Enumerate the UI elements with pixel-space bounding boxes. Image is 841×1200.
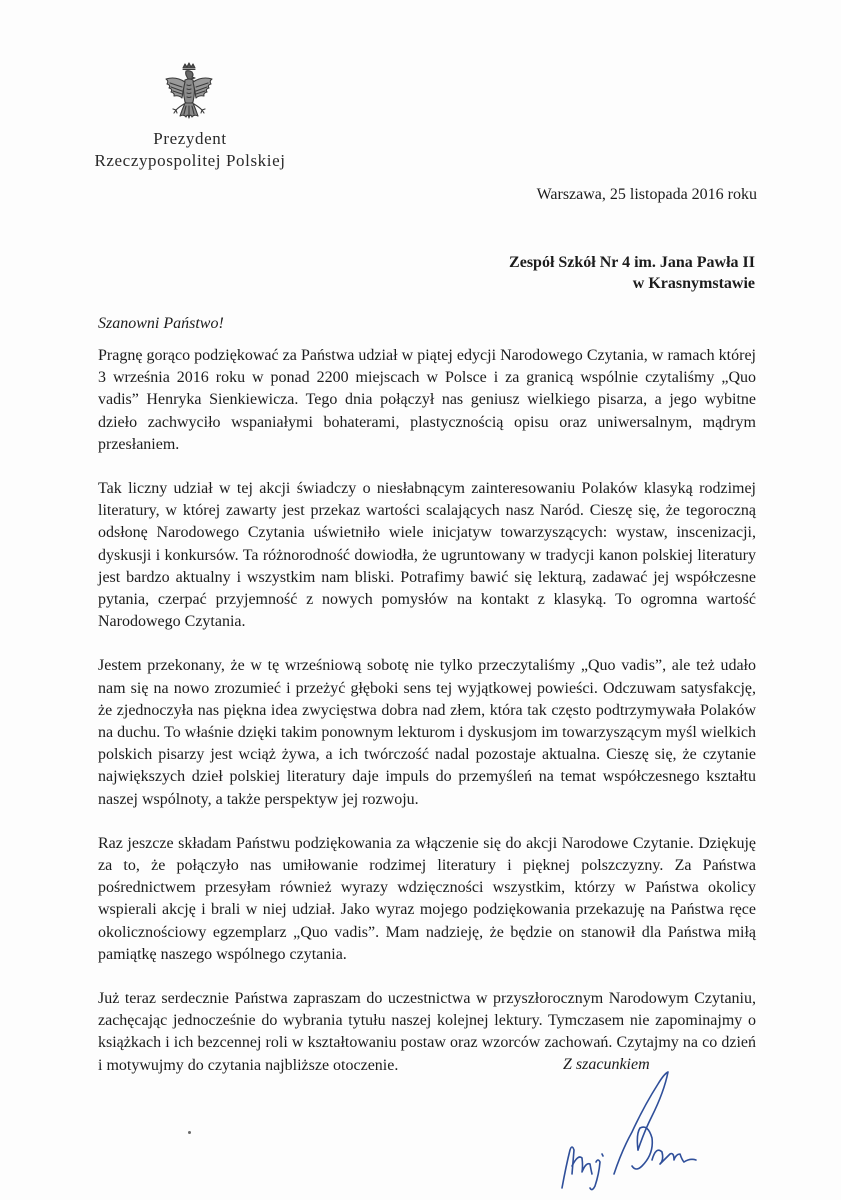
body-paragraph: Pragnę gorąco podziękować za Państwa udział w piątej edycji Narodowego Czytania, w ramach której 3 września 2016 roku w ponad 2200 miejscach w Polsce i za granicą wspólnie czytaliśmy „Quo vadis” Henryka Sienkiewicza. Tego dnia połączył nas geniusz wielkiego pisarza, a jego wybitne dzieło zachwyciło wspaniałymi bohaterami, plastycznością opisu oraz uniwersalnym, mądrym przesłaniem. <box>98 347 756 453</box>
sender-office-line2: Rzeczypospolitej Polskiej <box>94 151 286 170</box>
handwritten-signature-icon <box>552 1062 722 1196</box>
sender-office-line1: Prezydent <box>153 129 227 148</box>
recipient-name: Zespół Szkół Nr 4 im. Jana Pawła II <box>509 254 755 271</box>
body-paragraph: Tak liczny udział w tej akcji świadczy o niesłabnącym zainteresowaniu Polaków klasyką rodzimej literatury, w której zawarty jest przekaz wartości scalających nasz Naród. Cieszę się, że tegoroczną odsłonę Narodowego Czytania uświetniło wiele inicjatyw towarzyszących: wystaw, inscenizacji, dyskusji i konkursów. Ta różnorodność dowiodła, że ugruntowany w tradycji kanon polskiej literatury jest bardzo aktualny i wszystkim nam bliski. Potrafimy bawić się lekturą, zadawać jej współczesne pytania, czerpać przyjemność z nowych pomysłów na kontakt z klasyką. To ogromna wartość Narodowego Czytania. <box>98 480 756 631</box>
salutation: Szanowni Państwo! <box>98 315 224 332</box>
body-paragraph: Jestem przekonany, że w tę wrześniową sobotę nie tylko przeczytaliśmy „Quo vadis”, ale też udało nam się na nowo zrozumieć i przeżyć głęboki sens tej wyjątkowej powieści. Odczuwam satysfakcję, że zjednoczyła nas piękna idea zwycięstwa dobra nad złem, która tak często podtrzymywała Polaków na duchu. To właśnie dzięki takim ponownym lekturom i dyskusjom im towarzyszącym myśl wielkich polskich pisarzy jest wciąż żywa, a ich twórczość nadal pozostaje aktualna. Cieszę się, że czytanie największych dzieł polskiej literatury daje impuls do przemyśleń na temat współczesnego kształtu naszej wspólnoty, a także perspektyw jej rozwoju. <box>98 657 756 808</box>
recipient-address <box>509 252 755 294</box>
body-paragraph: Raz jeszcze składam Państwu podziękowania za włączenie się do akcji Narodowe Czytanie. Dziękuję za to, że połączyło nas umiłowanie rodzimej literatury i pięknej polszczyzny. Za Państwa pośrednictwem przesyłam również wyrazy wdzięczności wszystkim, którzy w Państwa okolicy wspierali akcję i brali w niej udział. Jako wyraz mojego podziękowania przekazuję na Państwa ręce okolicznościowy egzemplarz „Quo vadis”. Mam nadzieję, że będzie on stanowił dla Państwa miłą pamiątkę naszego wspólnego czytania. <box>98 834 756 963</box>
recipient-location: w Krasnymstawie <box>632 275 755 292</box>
closing-phrase: Z szacunkiem <box>563 1056 650 1073</box>
letter-body <box>98 345 756 1099</box>
polish-eagle-emblem-icon <box>160 62 218 130</box>
sender-title <box>70 128 310 172</box>
paper-speck <box>188 1131 191 1134</box>
body-paragraph: Już teraz serdecznie Państwa zapraszam do uczestnictwa w przyszłorocznym Narodowym Czytaniu, zachęcając jednocześnie do wybrania tytułu naszej kolejnej lektury. Tymczasem nie zapominajmy o książkach i ich bezcennej roli w kształtowaniu postaw oraz wzorców zachowań. Czytajmy na co dzień i motywujmy do czytania najbliższe otoczenie. <box>98 990 756 1074</box>
letter-date: Warszawa, 25 listopada 2016 roku <box>536 186 757 203</box>
